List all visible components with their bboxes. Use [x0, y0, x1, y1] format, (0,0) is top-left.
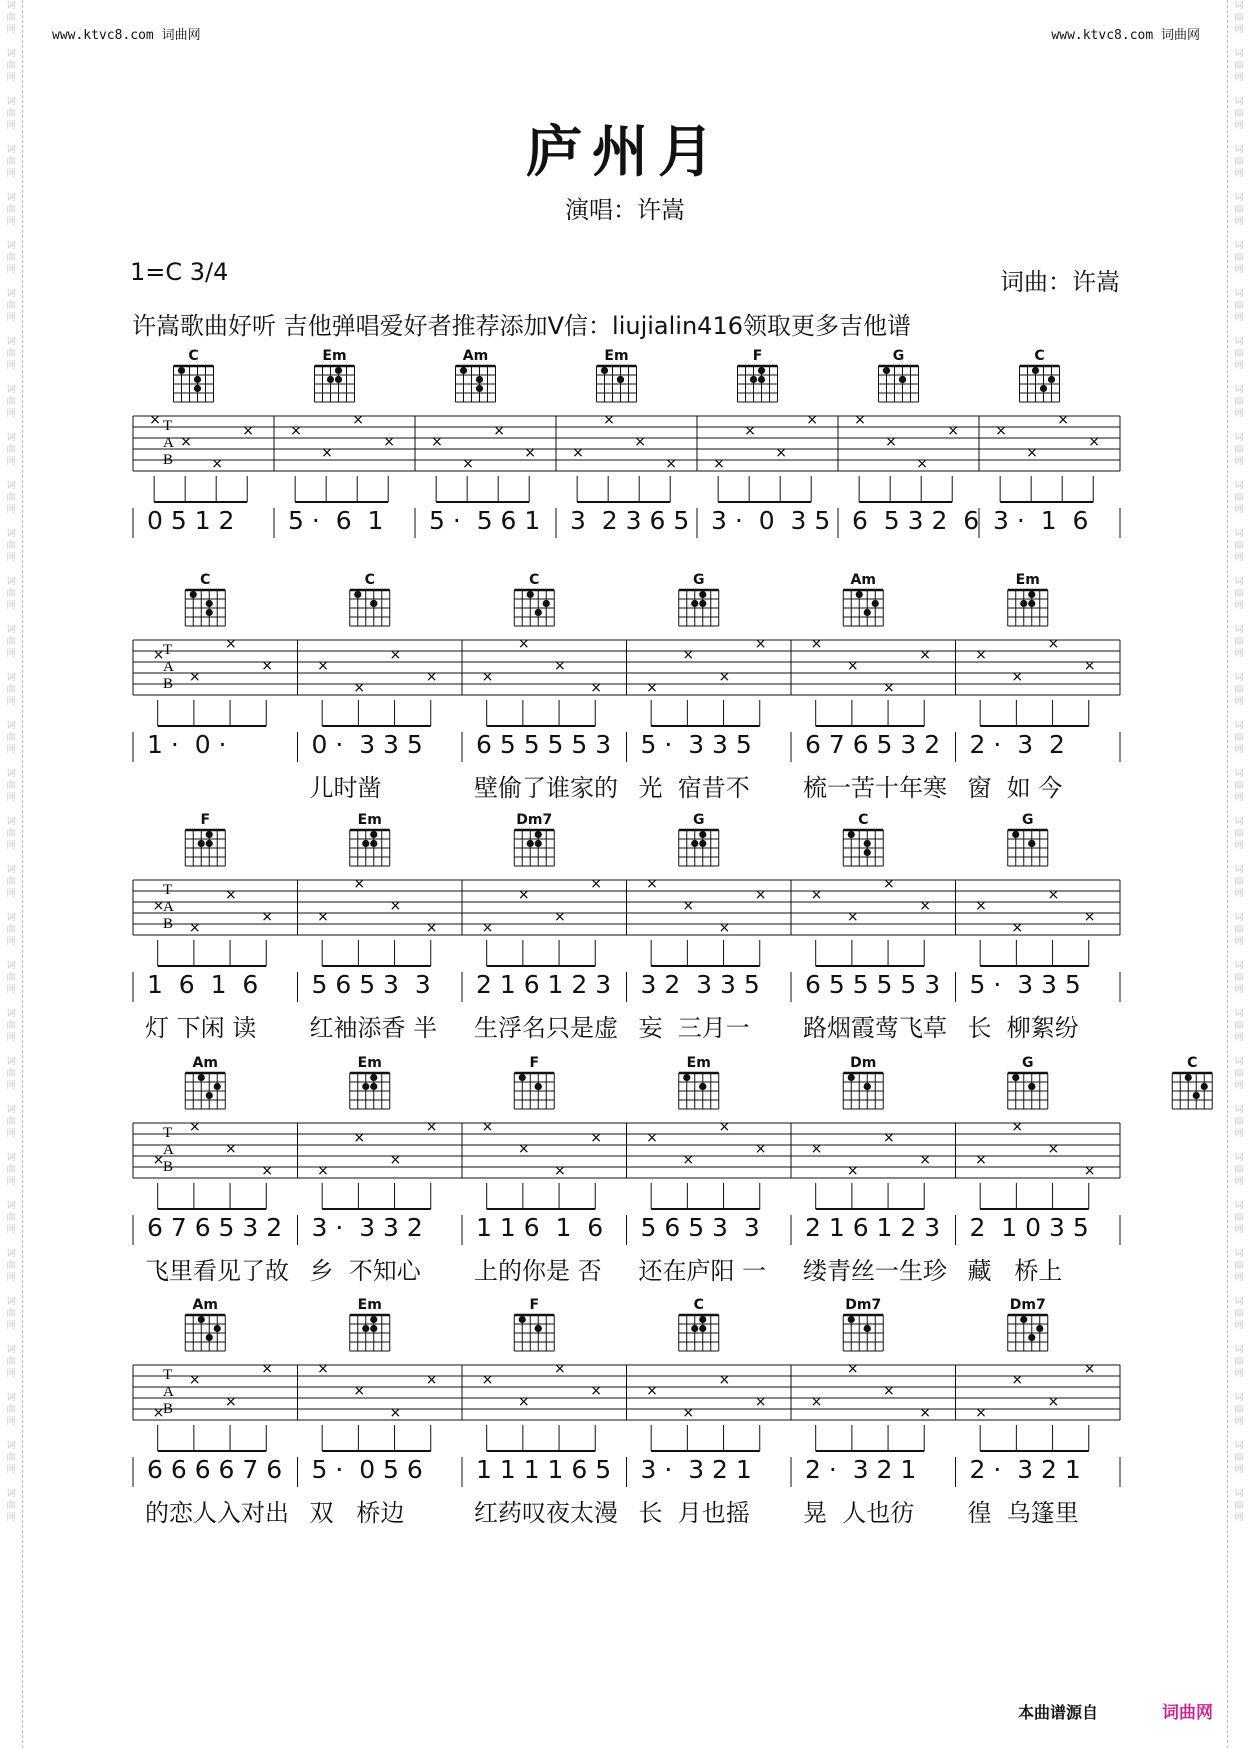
chord-name: Dm7 [1009, 1297, 1046, 1313]
pick-mark: × [462, 456, 474, 472]
jianpu-measure: 1 1 6 1 6 [476, 1213, 604, 1242]
jianpu-measure: 6 7 6 5 3 2 [147, 1213, 283, 1242]
pick-mark: × [481, 669, 494, 685]
chord-name: Dm [850, 1055, 877, 1071]
jianpu-measure: 5 · 6 1 [288, 506, 384, 535]
tab-clef-letter: B [163, 676, 174, 692]
pick-mark: × [152, 647, 165, 663]
chord-diagram [738, 366, 778, 402]
pick-mark: × [947, 423, 959, 439]
pick-mark: × [916, 456, 928, 472]
key-and-meter: 1=C 3/4 [130, 258, 229, 286]
chord-name: G [1022, 812, 1034, 828]
tab-clef-letter: B [163, 452, 174, 468]
pick-mark: × [846, 658, 859, 674]
lyric-segment: 妄 三月一 [638, 1014, 750, 1042]
lyric-segment: 飞里看见了故 [145, 1257, 289, 1285]
pick-mark: × [425, 920, 438, 936]
singer-credit: 演唱：许嵩 [565, 196, 685, 224]
tab-clef-letter: B [163, 1159, 174, 1175]
pick-mark: × [211, 456, 223, 472]
pick-mark: × [775, 445, 787, 461]
chord-diagram [514, 830, 554, 866]
chord-diagram [597, 366, 637, 402]
jianpu-measure: 2 1 6 1 2 3 [805, 1213, 941, 1242]
jianpu-measure: 5 6 5 3 3 [640, 1213, 760, 1242]
pick-mark: × [317, 909, 329, 925]
lyric-segment: 藏 桥上 [967, 1257, 1063, 1285]
pick-mark: × [1011, 920, 1024, 936]
lyric-segment: 的恋人入对出 [145, 1499, 289, 1527]
pick-mark: × [353, 1383, 366, 1399]
lyric-segment: 双 桥边 [309, 1499, 405, 1527]
tab-clef-letter: T [163, 642, 173, 658]
lyric-segment: 儿时凿 [309, 774, 382, 802]
pick-mark: × [225, 1141, 237, 1157]
pick-mark: × [1047, 887, 1060, 903]
jianpu-measure: 5 · 3 3 5 [969, 970, 1081, 999]
lyric-segment: 长 月也摇 [638, 1499, 750, 1527]
pick-mark: × [317, 1361, 329, 1377]
pick-mark: × [754, 1141, 767, 1157]
chord-name: F [529, 1297, 540, 1313]
pick-mark: × [885, 434, 897, 450]
pick-mark: × [225, 887, 237, 903]
lyric-segment: 路烟霞莺飞草 [803, 1014, 947, 1042]
jianpu-measure: 6 7 6 5 3 2 [805, 730, 941, 759]
pick-mark: × [975, 647, 987, 663]
chord-diagram [185, 590, 225, 626]
chord-diagram [185, 1073, 225, 1109]
chord-name: Am [192, 1297, 218, 1313]
chord-name: Am [850, 572, 876, 588]
lyric-segment: 光 宿昔不 [638, 774, 750, 802]
chord-name: Em [1015, 572, 1040, 588]
tab-clef-letter: B [163, 1401, 174, 1417]
pick-mark: × [810, 887, 823, 903]
jianpu-measure: 6 5 5 5 5 3 [476, 730, 612, 759]
chord-name: C [529, 572, 540, 588]
chord-diagram [514, 1315, 554, 1351]
pick-mark: × [517, 887, 530, 903]
pick-mark: × [389, 1152, 402, 1168]
lyric-segment: 红药叹夜太漫 [474, 1499, 618, 1527]
chord-name: C [200, 572, 211, 588]
chord-name: C [693, 1297, 704, 1313]
pick-mark: × [919, 647, 931, 663]
pick-mark: × [389, 647, 402, 663]
chord-diagram [514, 1073, 554, 1109]
pick-mark: × [242, 423, 254, 439]
chord-name: F [200, 812, 211, 828]
jianpu-measure: 6 5 5 5 5 3 [805, 970, 941, 999]
pick-mark: × [481, 1372, 494, 1388]
pick-mark: × [554, 1361, 566, 1377]
tab-clef-letter: T [163, 1125, 173, 1141]
pick-mark: × [517, 636, 530, 652]
pick-mark: × [554, 1163, 566, 1179]
chord-diagram [185, 830, 225, 866]
side-watermark-right: 词 曲 网 词 曲 网 词 曲 网 词 曲 网 词 曲 网 词 曲 网 词 曲 网 词 曲 网 词 曲 网 词 曲 网 词 曲 网 词 曲 网 词 曲 网 词 曲 网 词 曲 网 词 曲 网 词 曲 网 词 曲 网 词 曲 网 词 曲 网 词 曲 网 词 曲 网 词 曲 网 词 曲 网 词 曲 网 词 曲 网 词 曲 网 词 曲 网 词 曲 网 词 曲 网 词 曲 网 词 曲 网 [1227, 0, 1250, 1748]
pick-mark: × [646, 1130, 658, 1146]
jianpu-measure: 5 · 3 3 5 [640, 730, 752, 759]
writer-credit: 词曲：许嵩 [1000, 268, 1120, 296]
pick-mark: × [149, 412, 161, 428]
jianpu-measure: 5 · 5 6 1 [429, 506, 541, 535]
pick-mark: × [493, 423, 505, 439]
chord-diagram [1008, 590, 1048, 626]
chord-name: F [529, 1055, 540, 1071]
pick-mark: × [846, 1163, 859, 1179]
chord-diagram [843, 590, 883, 626]
pick-mark: × [754, 636, 767, 652]
pick-mark: × [883, 1130, 895, 1146]
pick-mark: × [718, 1372, 731, 1388]
chord-diagram [174, 366, 214, 402]
pick-mark: × [665, 456, 677, 472]
tab-clef-letter: A [163, 1384, 174, 1400]
chord-name: Em [604, 348, 629, 364]
pick-mark: × [682, 647, 695, 663]
pick-mark: × [1083, 1163, 1096, 1179]
chord-name: C [364, 572, 375, 588]
pick-mark: × [1047, 1394, 1060, 1410]
chord-diagram [350, 830, 390, 866]
footer-site-logo: 词曲网 [1162, 1703, 1213, 1723]
pick-mark: × [646, 1383, 658, 1399]
lyric-segment: 生浮名只是虚 [474, 1014, 618, 1042]
lyric-segment: 缕青丝一生珍 [803, 1257, 947, 1285]
chord-name: G [693, 812, 705, 828]
pick-mark: × [919, 1405, 931, 1421]
pick-mark: × [554, 909, 566, 925]
tab-clef-letter: B [163, 916, 174, 932]
jianpu-measure: 2 · 3 2 1 [969, 1455, 1081, 1484]
jianpu-measure: 2 · 3 2 1 [805, 1455, 917, 1484]
pick-mark: × [261, 658, 273, 674]
jianpu-measure: 3 · 3 2 1 [640, 1455, 752, 1484]
pick-mark: × [718, 920, 731, 936]
jianpu-measure: 3 2 3 6 5 [570, 506, 690, 535]
pick-mark: × [317, 1163, 329, 1179]
chord-name: F [752, 348, 763, 364]
lyric-segment: 还在庐阳 一 [638, 1257, 767, 1285]
pick-mark: × [590, 680, 602, 696]
tab-clef-letter: A [163, 1142, 174, 1158]
pick-mark: × [590, 1130, 602, 1146]
lyric-segment: 壁偷了谁家的 [474, 774, 618, 802]
pick-mark: × [290, 423, 302, 439]
chord-name: C [1187, 1055, 1198, 1071]
pick-mark: × [425, 669, 438, 685]
pick-mark: × [854, 412, 866, 428]
jianpu-measure: 5 · 0 5 6 [311, 1455, 423, 1484]
pick-mark: × [646, 876, 658, 892]
pick-mark: × [919, 1152, 931, 1168]
pick-mark: × [718, 1119, 731, 1135]
pick-mark: × [188, 669, 201, 685]
pick-mark: × [1011, 1372, 1024, 1388]
chord-diagram [1008, 1073, 1048, 1109]
pick-mark: × [919, 898, 931, 914]
pick-mark: × [389, 1405, 402, 1421]
chord-name: G [892, 348, 905, 364]
pick-mark: × [1083, 1361, 1096, 1377]
pick-mark: × [718, 669, 731, 685]
pick-mark: × [481, 1119, 494, 1135]
system-3 [0, 812, 1250, 1072]
pick-mark: × [646, 680, 658, 696]
jianpu-measure: 5 6 5 3 3 [311, 970, 431, 999]
chord-diagram [514, 590, 554, 626]
tab-clef-letter: T [163, 882, 173, 898]
pick-mark: × [152, 1152, 165, 1168]
pick-mark: × [383, 434, 395, 450]
chord-name: Dm7 [516, 812, 553, 828]
pick-mark: × [261, 1163, 273, 1179]
pick-mark: × [353, 876, 366, 892]
lyric-segment: 梳一苦十年寒 [803, 774, 947, 802]
jianpu-measure: 1 1 1 1 6 5 [476, 1455, 612, 1484]
pick-mark: × [810, 636, 823, 652]
pick-mark: × [188, 920, 201, 936]
chord-diagram [679, 590, 719, 626]
pick-mark: × [810, 1394, 823, 1410]
header-site-left: www.ktvc8.com 词曲网 [52, 28, 201, 43]
pick-mark: × [353, 680, 366, 696]
footer-source-text: 本曲谱源自 [1018, 1703, 1099, 1722]
chord-diagram [185, 1315, 225, 1351]
system-2 [0, 572, 1250, 832]
pick-mark: × [188, 1372, 201, 1388]
pick-mark: × [682, 898, 695, 914]
pick-mark: × [1026, 445, 1038, 461]
chord-name: Em [357, 1297, 382, 1313]
pick-mark: × [431, 434, 443, 450]
pick-mark: × [682, 1405, 695, 1421]
pick-mark: × [425, 1119, 438, 1135]
pick-mark: × [846, 1361, 859, 1377]
pick-mark: × [1011, 1119, 1024, 1135]
pick-mark: × [261, 909, 273, 925]
chord-diagram [679, 1315, 719, 1351]
jianpu-measure: 1 6 1 6 [147, 970, 259, 999]
chord-diagram [350, 590, 390, 626]
system-5 [0, 1297, 1250, 1557]
pick-mark: × [352, 412, 364, 428]
pick-mark: × [554, 658, 566, 674]
pick-mark: × [261, 1361, 273, 1377]
chord-diagram [315, 366, 355, 402]
jianpu-measure: 0 5 1 2 [147, 506, 235, 535]
chord-diagram [843, 1315, 883, 1351]
tab-clef-letter: A [163, 899, 174, 915]
jianpu-measure: 2 1 6 1 2 3 [476, 970, 612, 999]
chord-diagram [1172, 1073, 1212, 1109]
tab-clef-letter: A [163, 659, 174, 675]
jianpu-measure: 3 · 1 6 [993, 506, 1089, 535]
pick-mark: × [1047, 1141, 1060, 1157]
jianpu-measure: 6 6 6 6 7 6 [147, 1455, 283, 1484]
pick-mark: × [321, 445, 333, 461]
chord-diagram [350, 1073, 390, 1109]
jianpu-measure: 3 · 0 3 5 [711, 506, 831, 535]
lyric-segment: 窗 如 今 [967, 774, 1063, 802]
system-4 [0, 1055, 1250, 1315]
chord-diagram [1020, 366, 1060, 402]
pick-mark: × [590, 1383, 602, 1399]
pick-mark: × [572, 445, 584, 461]
lyric-segment: 上的你是 否 [474, 1257, 602, 1285]
chord-name: Dm7 [845, 1297, 882, 1313]
pick-mark: × [975, 898, 987, 914]
pick-mark: × [152, 898, 165, 914]
pick-mark: × [225, 636, 237, 652]
jianpu-measure: 6 5 3 2 6 [852, 506, 980, 535]
pick-mark: × [1047, 636, 1060, 652]
chord-diagram [350, 1315, 390, 1351]
pick-mark: × [317, 658, 329, 674]
chord-name: Em [322, 348, 347, 364]
chord-name: Am [462, 348, 489, 364]
lyric-segment: 徨 乌篷里 [967, 1499, 1079, 1527]
pick-mark: × [425, 1372, 438, 1388]
tab-staff-1 [0, 348, 1250, 608]
pick-mark: × [1088, 434, 1100, 450]
pick-mark: × [883, 876, 895, 892]
pick-mark: × [883, 1383, 895, 1399]
pick-mark: × [975, 1152, 987, 1168]
jianpu-measure: 3 · 3 3 2 [311, 1213, 423, 1242]
pick-mark: × [481, 920, 494, 936]
tab-staff-2 [0, 572, 1250, 832]
jianpu-measure: 1 · 0 · [147, 730, 227, 759]
jianpu-measure: 0 · 3 3 5 [311, 730, 423, 759]
pick-mark: × [810, 1141, 823, 1157]
chord-name: Em [357, 812, 382, 828]
pick-mark: × [517, 1141, 530, 1157]
jianpu-measure: 3 2 3 3 5 [640, 970, 760, 999]
pick-mark: × [883, 680, 895, 696]
chord-diagram [843, 830, 883, 866]
pick-mark: × [754, 887, 767, 903]
pick-mark: × [225, 1394, 237, 1410]
song-title: 庐州月 [526, 120, 724, 185]
tab-clef-letter: A [163, 435, 174, 451]
chord-name: Em [686, 1055, 711, 1071]
pick-mark: × [1011, 669, 1024, 685]
pick-mark: × [995, 423, 1007, 439]
chord-name: Am [192, 1055, 218, 1071]
chord-diagram [843, 1073, 883, 1109]
chord-diagram [879, 366, 919, 402]
tab-clef-letter: T [163, 418, 173, 434]
pick-mark: × [590, 876, 602, 892]
system-1 [0, 348, 1250, 608]
lyric-segment: 乡 不知心 [309, 1257, 421, 1285]
pick-mark: × [603, 412, 615, 428]
pick-mark: × [524, 445, 536, 461]
lyric-segment: 灯 下闲 读 [145, 1014, 257, 1042]
tab-clef-letter: T [163, 1367, 173, 1383]
pick-mark: × [975, 1405, 987, 1421]
chord-name: C [188, 348, 199, 364]
promo-text: 许嵩歌曲好听 吉他弹唱爱好者推荐添加V信：liujialin416领取更多吉他谱 [132, 312, 911, 340]
pick-mark: × [806, 412, 818, 428]
pick-mark: × [353, 1130, 366, 1146]
chord-diagram [1008, 1315, 1048, 1351]
chord-name: G [1022, 1055, 1034, 1071]
pick-mark: × [754, 1394, 767, 1410]
header-site-right: www.ktvc8.com 词曲网 [1051, 28, 1200, 43]
pick-mark: × [744, 423, 756, 439]
pick-mark: × [517, 1394, 530, 1410]
chord-diagram [679, 1073, 719, 1109]
chord-diagram [1008, 830, 1048, 866]
pick-mark: × [634, 434, 646, 450]
side-watermark-left: 词 曲 网 词 曲 网 词 曲 网 词 曲 网 词 曲 网 词 曲 网 词 曲 网 词 曲 网 词 曲 网 词 曲 网 词 曲 网 词 曲 网 词 曲 网 词 曲 网 词 曲 网 词 曲 网 词 曲 网 词 曲 网 词 曲 网 词 曲 网 词 曲 网 词 曲 网 词 曲 网 词 曲 网 词 曲 网 词 曲 网 词 曲 网 词 曲 网 词 曲 网 词 曲 网 词 曲 网 词 曲 网 [0, 0, 23, 1748]
pick-mark: × [180, 434, 192, 450]
pick-mark: × [682, 1152, 695, 1168]
jianpu-measure: 2 1 0 3 5 [969, 1213, 1089, 1242]
pick-mark: × [846, 909, 859, 925]
chord-name: C [1034, 348, 1045, 364]
pick-mark: × [1083, 909, 1096, 925]
pick-mark: × [152, 1405, 165, 1421]
chord-diagram [456, 366, 496, 402]
chord-diagram [679, 830, 719, 866]
pick-mark: × [389, 898, 402, 914]
jianpu-measure: 2 · 3 2 [969, 730, 1065, 759]
lyric-segment: 晃 人也彷 [803, 1499, 915, 1527]
chord-name: C [858, 812, 869, 828]
chord-name: Em [357, 1055, 382, 1071]
lyric-segment: 长 柳絮纷 [967, 1014, 1079, 1042]
pick-mark: × [1083, 658, 1096, 674]
lyric-segment: 红袖添香 半 [309, 1014, 438, 1042]
pick-mark: × [188, 1119, 201, 1135]
pick-mark: × [713, 456, 725, 472]
chord-name: G [693, 572, 705, 588]
pick-mark: × [1057, 412, 1069, 428]
